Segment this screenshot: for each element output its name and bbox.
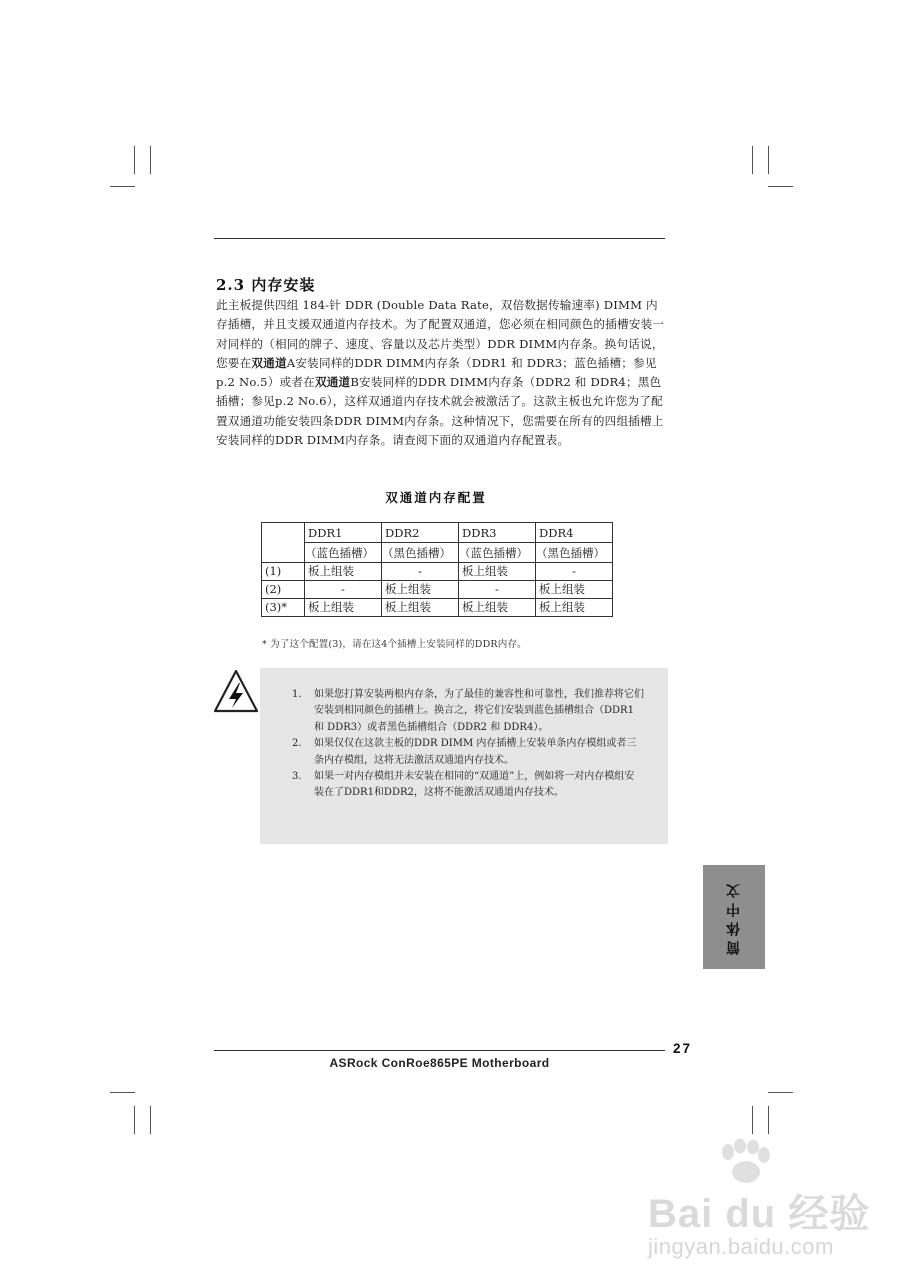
dual-channel-b-label: 双通道 <box>314 375 351 390</box>
header-slot-name: DDR3 <box>459 523 536 543</box>
note-item <box>292 687 644 736</box>
crop-mark <box>768 1092 793 1093</box>
crop-mark <box>134 1106 135 1134</box>
warning-lightning-icon <box>212 668 260 716</box>
table-row <box>262 563 613 581</box>
note-text: 如果一对内存模组并未安装在相同的“双通道”上，例如将一对内存模组安装在了DDR1和DDR2，这将不能激活双通道内存技术。 <box>314 771 635 799</box>
note-item <box>292 736 644 769</box>
crop-mark <box>752 146 753 174</box>
crop-mark <box>134 146 135 174</box>
body-text-part: 此主板提供四组 184-针 DDR (Double Data Rate，双倍数据传输速率) DIMM 内存插槽，并且支援双通道内存技术。为了配置双通道，您必须在相同颜色的插槽安装一对同样的（相同的牌子、速度、容量以及芯片类型）DDR DIMM内存条。换句话说，您要在 <box>216 298 665 370</box>
header-rule <box>214 238 665 239</box>
section-title: 2.3 内存安装 <box>216 276 316 294</box>
crop-mark <box>150 146 151 174</box>
note-number: 2. <box>292 738 302 750</box>
row-label: (3)* <box>262 599 305 617</box>
paw-icon <box>714 1138 776 1186</box>
header-slot-name: DDR2 <box>382 523 459 543</box>
footer-brand: ASRock ConRoe865PE Motherboard <box>329 1056 550 1070</box>
table-footnote: * 为了这个配置(3)，请在这4个插槽上安装同样的DDR内存。 <box>262 639 527 650</box>
table-header-row <box>262 523 613 543</box>
table-row <box>262 581 613 599</box>
note-number: 1. <box>292 689 302 700</box>
page-number: 27 <box>673 1041 693 1056</box>
crop-mark <box>110 1092 135 1093</box>
row-label: (2) <box>262 581 305 599</box>
crop-mark <box>768 146 769 174</box>
memory-config-table <box>261 522 613 617</box>
header-slot-name: DDR4 <box>536 523 613 543</box>
table-cell: 板上组装 <box>459 599 536 617</box>
crop-mark <box>150 1106 151 1134</box>
table-corner-cell <box>262 523 305 563</box>
header-slot-color: （黑色插槽） <box>382 543 459 563</box>
crop-mark <box>110 186 135 187</box>
table-cell: 板上组装 <box>305 563 382 581</box>
table-cell: 板上组装 <box>382 581 459 599</box>
note-text: 如果仅仅在这款主板的DDR DIMM 内存插槽上安装单条内存模组或者三条内存模组，这将无法激活双通道内存技术。 <box>314 738 637 766</box>
table-cell: 板上组装 <box>536 581 613 599</box>
table-cell: - <box>305 581 382 599</box>
row-label: (1) <box>262 563 305 581</box>
body-paragraph <box>216 296 668 450</box>
footer-rule <box>214 1050 665 1051</box>
note-item <box>292 769 644 802</box>
header-slot-color: （蓝色插槽） <box>305 543 382 563</box>
note-text: 如果您打算安装两根内存条，为了最佳的兼容性和可靠性，我们推荐将它们安装到相同颜色的插槽上。换言之，将它们安装到蓝色插槽组合（DDR1 和 DDR3）或者黑色插槽组合（DDR2 和 DDR4）。 <box>314 689 644 733</box>
table-cell: 板上组装 <box>382 599 459 617</box>
watermark-url: jingyan.baidu.com <box>648 1234 834 1259</box>
language-tab-label: 简体中文 <box>726 879 742 955</box>
watermark-text: Bai du 经验 <box>648 1192 871 1236</box>
table-cell: - <box>382 563 459 581</box>
note-list <box>292 687 644 802</box>
crop-mark <box>768 186 793 187</box>
body-text-part: A安装同样的DDR DIMM内存条（DDR1 和 DDR3；蓝色插槽；参见p.2 No.5）或者在 <box>216 355 657 390</box>
table-cell: 板上组装 <box>459 563 536 581</box>
table-row <box>262 599 613 617</box>
table-title: 双通道内存配置 <box>385 490 487 505</box>
dual-channel-a-label: 双通道 <box>251 355 287 370</box>
watermark <box>642 1138 892 1270</box>
table-cell: 板上组装 <box>305 599 382 617</box>
table-cell: - <box>536 563 613 581</box>
table-cell: - <box>459 581 536 599</box>
language-tab <box>703 865 765 969</box>
table-cell: 板上组装 <box>536 599 613 617</box>
crop-mark <box>768 1106 769 1134</box>
note-number: 3. <box>292 771 302 783</box>
crop-mark <box>752 1106 753 1134</box>
header-slot-name: DDR1 <box>305 523 382 543</box>
table-header-row <box>262 543 613 563</box>
header-slot-color: （黑色插槽） <box>536 543 613 563</box>
header-slot-color: （蓝色插槽） <box>459 543 536 563</box>
body-text-part: B安装同样的DDR DIMM内存条（DDR2 和 DDR4；黑色插槽；参见p.2 No.6），这样双通道内存技术就会被激活了。这款主板也允许您为了配置双通道功能安装四条DDR DIMM内存条。这种情况下，您需要在所有的四组插槽上安装同样的DDR DIMM内存条。请查阅下面的双通道内存配置表。 <box>216 375 664 448</box>
